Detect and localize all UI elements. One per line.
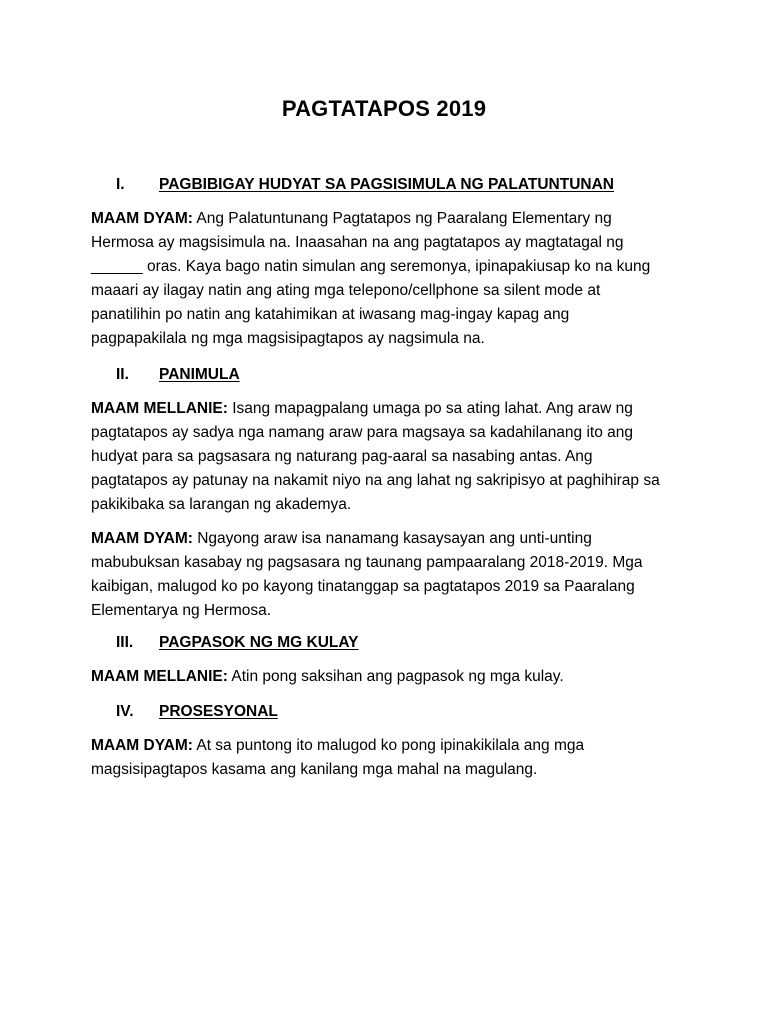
speaker-label: MAAM DYAM:	[91, 210, 193, 227]
paragraph-2	[91, 397, 691, 517]
section-number: III.	[116, 634, 134, 651]
section-number: II.	[116, 366, 129, 383]
paragraph-5	[91, 734, 691, 782]
section-title: PANIMULA	[159, 366, 240, 383]
paragraph-line: pagtatapos ay sadya nga namang araw para magsaya sa kadahilanang ito ang	[91, 424, 634, 441]
section-title: PROSESYONAL	[159, 703, 278, 720]
section-title: PAGBIBIGAY HUDYAT SA PAGSISIMULA NG PALATUNTUNAN	[159, 176, 614, 193]
document-title: PAGTATAPOS 2019	[281, 96, 487, 121]
paragraph-line: ______ oras. Kaya bago natin simulan ang seremonya, ipinapakiusap ko na kung	[91, 258, 651, 275]
paragraph-3	[91, 527, 691, 623]
paragraph-line: MAAM MELLANIE: Isang mapagpalang umaga po sa ating lahat. Ang araw ng	[91, 400, 633, 417]
paragraph-1	[91, 207, 691, 351]
section-title: PAGPASOK NG MG KULAY	[159, 634, 359, 651]
section-heading-3	[116, 634, 359, 652]
speaker-label: MAAM MELLANIE:	[91, 400, 228, 417]
section-heading-1	[116, 176, 614, 194]
section-number: IV.	[116, 703, 134, 720]
paragraph-line: magsisipagtapos kasama ang kanilang mga mahal na magulang.	[91, 761, 538, 778]
paragraph-line: MAAM DYAM: Ang Palatuntunang Pagtatapos ng Paaralang Elementary ng	[91, 210, 612, 227]
paragraph-line: hudyat para sa pagsasara ng naturang pag-aaral sa nasabing antas. Ang	[91, 448, 593, 465]
speaker-label: MAAM DYAM:	[91, 530, 193, 547]
speaker-label: MAAM DYAM:	[91, 737, 193, 754]
section-heading-2	[116, 366, 240, 384]
paragraph-line: panatilihin po natin ang katahimikan at iwasang mag-ingay kapag ang	[91, 306, 570, 323]
paragraph-line: MAAM DYAM: At sa puntong ito malugod ko pong ipinakikilala ang mga	[91, 737, 585, 754]
paragraph-line: MAAM DYAM: Ngayong araw isa nanamang kasaysayan ang unti-unting	[91, 530, 592, 547]
paragraph-line: pagpapakilala ng mga magsisipagtapos ay nagsimula na.	[91, 330, 485, 347]
paragraph-line: Hermosa ay magsisimula na. Inaasahan na ang pagtatapos ay magtatagal ng	[91, 234, 624, 251]
section-heading-4	[116, 703, 278, 721]
speaker-label: MAAM MELLANIE:	[91, 668, 228, 685]
paragraph-line: Elementarya ng Hermosa.	[91, 602, 272, 619]
section-number: I.	[116, 176, 125, 193]
paragraph-line: MAAM MELLANIE: Atin pong saksihan ang pagpasok ng mga kulay.	[91, 668, 564, 685]
paragraph-line: maaari ay ilagay natin ang ating mga telepono/cellphone sa silent mode at	[91, 282, 601, 299]
paragraph-line: pagtatapos ay patunay na nakamit niyo na ang lahat ng sakripisyo at paghihirap sa	[91, 472, 660, 489]
paragraph-line: mabubuksan kasabay ng pagsasara ng taunang pampaaralang 2018-2019. Mga	[91, 554, 643, 571]
paragraph-line: kaibigan, malugod ko po kayong tinatanggap sa pagtatapos 2019 sa Paaralang	[91, 578, 635, 595]
paragraph-line: pakikibaka sa larangan ng akademya.	[91, 496, 352, 513]
paragraph-4	[91, 665, 691, 689]
